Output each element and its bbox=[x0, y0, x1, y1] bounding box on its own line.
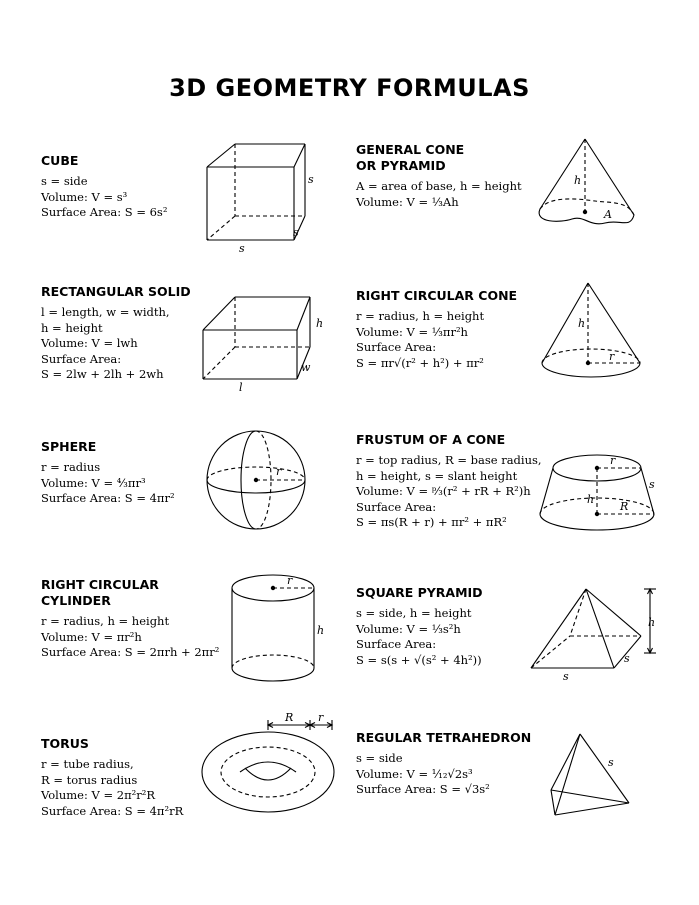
right-cone-text bbox=[356, 288, 517, 371]
right-cone-heading: RIGHT CIRCULAR CONE bbox=[356, 288, 518, 303]
cylinder-line: Surface Area: S = 2πrh + 2πr² bbox=[41, 645, 220, 659]
square-pyramid-line: Volume: V = ⅓s²h bbox=[356, 621, 461, 636]
square-pyramid-text bbox=[356, 585, 483, 668]
general-cone-height-label: h bbox=[574, 174, 582, 187]
tetrahedron-side-label: s bbox=[608, 756, 614, 769]
sphere-line: r = radius bbox=[41, 460, 101, 474]
rect-width-label: w bbox=[301, 361, 311, 374]
rect-solid-line: Surface Area: bbox=[41, 351, 122, 366]
frustum-line: Surface Area: bbox=[356, 499, 437, 514]
rect-solid-figure bbox=[196, 290, 336, 400]
cube-side-label: s bbox=[293, 226, 299, 239]
general-cone-line: A = area of base, h = height bbox=[356, 179, 522, 193]
tetrahedron-line: s = side bbox=[356, 751, 403, 765]
cube-heading: CUBE bbox=[41, 153, 79, 168]
frustum-figure bbox=[534, 448, 659, 538]
cylinder-text bbox=[41, 577, 219, 661]
cube-side-label: s bbox=[308, 173, 314, 186]
right-cone-radius-label: r bbox=[609, 350, 615, 363]
general-cone-area-label: A bbox=[604, 208, 612, 221]
right-cone-line: S = πr√(r² + h²) + πr² bbox=[356, 355, 484, 370]
frustum-top-radius-label: r bbox=[610, 454, 616, 467]
rect-solid-line: h = height bbox=[41, 320, 103, 335]
tetrahedron-line: Surface Area: S = √3s² bbox=[356, 782, 490, 796]
sphere-text bbox=[41, 439, 175, 507]
rect-solid-line: S = 2lw + 2lh + 2wh bbox=[41, 367, 164, 381]
cube-line: Surface Area: S = 6s² bbox=[41, 205, 168, 219]
right-cone-line: Surface Area: bbox=[356, 340, 437, 354]
cylinder-line: r = radius, h = height bbox=[41, 614, 170, 628]
right-cone-line: r = radius, h = height bbox=[356, 309, 485, 323]
right-cone-line: Volume: V = ⅓πr²h bbox=[356, 324, 468, 339]
torus-tube-radius-label: r bbox=[318, 711, 324, 724]
cube-figure bbox=[196, 135, 326, 255]
sphere-radius-label: r bbox=[276, 465, 282, 478]
frustum-line: S = πs(R + r) + πr² + πR² bbox=[356, 515, 507, 529]
rect-solid-line: Volume: V = lwh bbox=[41, 336, 138, 350]
tetrahedron-figure bbox=[546, 728, 641, 823]
square-pyramid-figure bbox=[528, 583, 668, 683]
frustum-line: r = top radius, R = base radius, bbox=[356, 453, 542, 467]
cube-line: Volume: V = s³ bbox=[41, 189, 128, 204]
sphere-line: Surface Area: S = 4πr² bbox=[41, 491, 175, 505]
frustum-line: h = height, s = slant height bbox=[356, 468, 518, 483]
torus-line: r = tube radius, bbox=[41, 757, 134, 771]
tetrahedron-text bbox=[356, 730, 531, 798]
right-cone-figure bbox=[536, 279, 651, 384]
right-cone-height-label: h bbox=[578, 317, 586, 330]
frustum-base-radius-label: R bbox=[620, 500, 629, 513]
general-cone-text bbox=[356, 142, 522, 210]
torus-line: Volume: V = 2π²r²R bbox=[41, 788, 156, 802]
rect-solid-text bbox=[41, 284, 191, 383]
tetrahedron-heading: REGULAR TETRAHEDRON bbox=[356, 730, 532, 745]
torus-heading: TORUS bbox=[41, 736, 89, 751]
rect-solid-heading: RECTANGULAR SOLID bbox=[41, 284, 191, 299]
rect-height-label: h bbox=[316, 317, 324, 330]
torus-line: R = torus radius bbox=[41, 772, 138, 787]
square-pyramid-heading: SQUARE PYRAMID bbox=[356, 585, 483, 600]
square-pyramid-line: s = side, h = height bbox=[356, 606, 472, 620]
square-pyramid-line: S = s(s + √(s² + 4h²)) bbox=[356, 652, 482, 667]
square-pyramid-height-label: h bbox=[648, 616, 656, 629]
frustum-text bbox=[356, 432, 542, 531]
frustum-height-label: h bbox=[587, 493, 595, 506]
sphere-figure bbox=[200, 428, 315, 533]
page-title: 3D GEOMETRY FORMULAS bbox=[169, 74, 530, 102]
sphere-line: Volume: V = ⁴⁄₃πr³ bbox=[41, 475, 146, 490]
general-cone-line: Volume: V = ⅓Ah bbox=[356, 194, 459, 209]
square-pyramid-side-label: s bbox=[624, 652, 630, 665]
cylinder-radius-label: r bbox=[287, 574, 293, 587]
sphere-heading: SPHERE bbox=[41, 439, 97, 454]
cube-text bbox=[41, 153, 167, 221]
cylinder-figure bbox=[225, 572, 335, 692]
rect-length-label: l bbox=[239, 381, 243, 394]
tetrahedron-line: Volume: V = ¹⁄₁₂√2s³ bbox=[356, 766, 473, 781]
cylinder-line: Volume: V = πr²h bbox=[41, 629, 142, 644]
square-pyramid-line: Surface Area: bbox=[356, 637, 437, 651]
torus-text bbox=[41, 736, 183, 819]
general-cone-heading: GENERAL CONE OR PYRAMID bbox=[356, 142, 465, 173]
cube-line: s = side bbox=[41, 174, 88, 188]
frustum-line: Volume: V = ᵖ⁄₃(r² + rR + R²)h bbox=[356, 484, 531, 498]
cylinder-heading: RIGHT CIRCULAR CYLINDER bbox=[41, 577, 159, 608]
frustum-slant-label: s bbox=[649, 478, 655, 491]
square-pyramid-side-label: s bbox=[563, 670, 569, 683]
general-cone-figure bbox=[530, 133, 645, 238]
rect-solid-line: l = length, w = width, bbox=[41, 305, 170, 319]
frustum-heading: FRUSTUM OF A CONE bbox=[356, 432, 506, 447]
cube-side-label: s bbox=[239, 242, 245, 255]
torus-figure bbox=[198, 708, 343, 828]
cylinder-height-label: h bbox=[317, 624, 325, 637]
torus-major-radius-label: R bbox=[285, 711, 294, 724]
torus-line: Surface Area: S = 4π²rR bbox=[41, 803, 184, 818]
